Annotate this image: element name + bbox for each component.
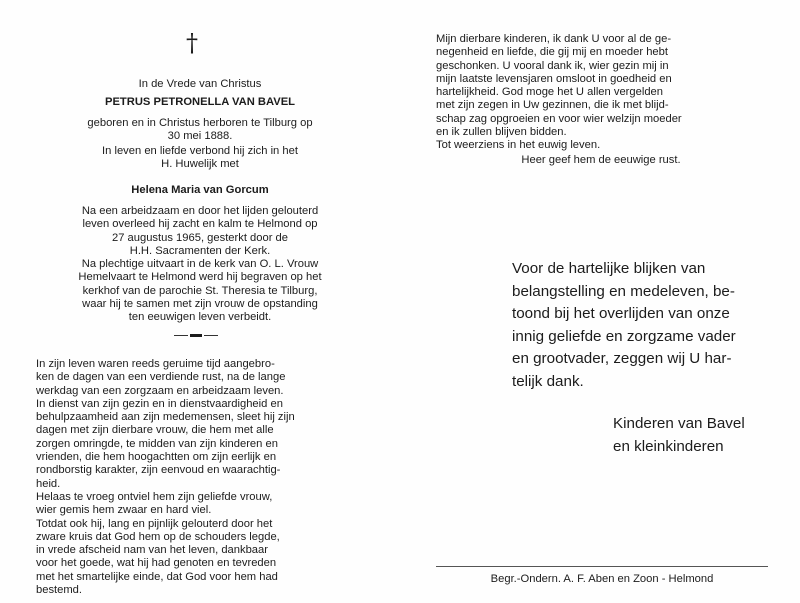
text-line: ken de dagen van een verdiende rust, na de lange (36, 371, 286, 384)
text-line: Helaas te vroeg ontviel hem zijn geliefde vrouw, (36, 490, 273, 503)
text-line: ten eeuwigen leven verbeidt. (128, 311, 272, 324)
footer-rule (436, 566, 768, 567)
intro-text: In de Vrede van Christus (138, 78, 262, 90)
text-line: heid. (36, 477, 61, 490)
cross-icon: † (186, 29, 198, 57)
text-line: leven overleed hij zacht en kalm te Helmond op (82, 218, 318, 231)
text-line: geschonken. U vooral dank ik, wier gezin mij in (436, 59, 669, 72)
text-line: rondborstig karakter, zijn eenvoud en waarachtig- (36, 464, 281, 477)
text-line: belangstelling en medeleven, be- (512, 282, 735, 300)
text-line: bestemd. (36, 584, 83, 597)
signature-line: en kleinkinderen (613, 437, 724, 455)
divider-ornament (174, 334, 218, 338)
text-line: mijn laatste levensjaren omsloot in goedheid en (436, 72, 672, 85)
prayer-text: Heer geef hem de eeuwige rust. (521, 154, 681, 166)
marriage-text (20, 145, 380, 172)
deceased-name: PETRUS PETRONELLA VAN BAVEL (105, 96, 295, 108)
text-line: In zijn leven waren reeds geruime tijd aangebro- (36, 358, 275, 370)
signature (613, 413, 745, 458)
text-line: Na plechtige uitvaart in de kerk van O. L. Vrouw (81, 258, 319, 271)
text-line: wier gemis hem zwaar en hard viel. (36, 504, 212, 517)
text-line: hartelijkheid. God moge het U allen vergelden (436, 86, 663, 99)
text-line: toond bij het overlijden van onze (512, 305, 730, 323)
thank-you-text (512, 258, 762, 394)
text-line: en ik zullen blijven bidden. (436, 126, 567, 139)
birth-line: geboren en in Christus herboren te Tilburg op (87, 117, 313, 129)
undertaker-credit: Begr.-Ondern. A. F. Aben en Zoon - Helmond (490, 573, 714, 585)
death-text (20, 205, 380, 325)
spouse-name: Helena Maria van Gorcum (131, 184, 269, 196)
text-line: met zijn zegen in Uw gezinnen, die ik met blijd- (436, 99, 669, 112)
text-line: behulpzaamheid aan zijn medemensen, sleet hij zijn (36, 411, 295, 424)
text-line: Mijn dierbare kinderen, ik dank U voor al de ge- (436, 33, 672, 45)
text-line: voor het goede, wat hij had genoten en tevreden (36, 557, 277, 570)
text-line: zware kruis dat God hem op de schouders legde, (36, 530, 280, 543)
text-line: negenheid en liefde, die gij mij en moeder hebt (436, 46, 668, 59)
text-line: Totdat ook hij, lang en pijnlijk gelouterd door het (36, 517, 273, 530)
text-line: Tot weerziens in het euwig leven. (436, 139, 601, 152)
text-line: Hemelvaart te Helmond werd hij begraven op het (78, 271, 322, 284)
text-line: vrienden, die hem hoogachtten om zijn eerlijk en (36, 451, 277, 464)
text-line: Na een arbeidzaam en door het lijden gelouterd (81, 205, 319, 217)
text-line: dagen met zijn dierbare vrouw, die hem met alle (36, 424, 274, 437)
biography-text (36, 358, 362, 597)
birth-line: 30 mei 1888. (167, 130, 233, 143)
text-line: in vrede afscheid nam van het leven, dankbaar (36, 544, 268, 557)
text-line: H.H. Sacramenten der Kerk. (129, 244, 271, 257)
marriage-line: H. Huwelijk met (161, 158, 239, 171)
text-line: telijk dank. (512, 372, 584, 390)
birth-text (20, 117, 380, 144)
text-line: In dienst van zijn gezin en in dienstvaardigheid en (36, 397, 283, 410)
text-line: met het smartelijke einde, dat God voor hem had (36, 570, 278, 583)
marriage-line: In leven en liefde verbond hij zich in het (102, 145, 298, 157)
text-line: Voor de hartelijke blijken van (512, 260, 706, 277)
text-line: innig geliefde en zorgzame vader (512, 327, 736, 345)
text-line: 27 augustus 1965, gesterkt door de (111, 231, 289, 244)
text-line: zorgen omringde, te midden van zijn kinderen en (36, 437, 278, 450)
text-line: schap zag opgroeien en voor wier welzijn moeder (436, 112, 682, 125)
text-line: werkdag van een zorgzaam en arbeidzaam leven. (36, 384, 284, 397)
text-line: kerkhof van de parochie St. Theresia te Tilburg, (82, 284, 318, 297)
farewell-text (436, 33, 766, 153)
signature-line: Kinderen van Bavel (613, 415, 745, 432)
text-line: en grootvader, zeggen wij U har- (512, 350, 732, 368)
text-line: waar hij te samen met zijn vrouw de opstanding (82, 298, 318, 311)
